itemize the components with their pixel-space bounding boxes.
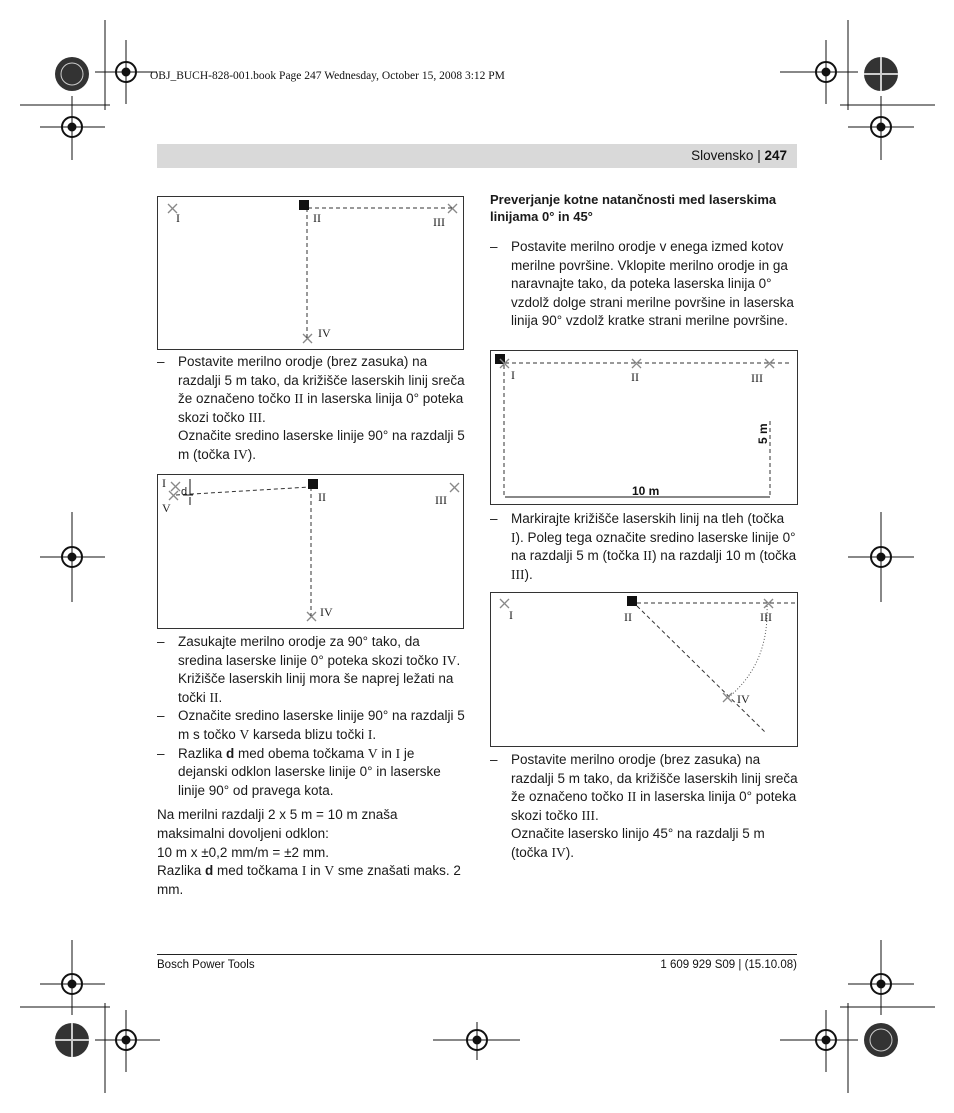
registration-mark-icon — [780, 40, 858, 104]
list-item: – Razlika d med obema točkama V in I je dejanski odklon laserske linije 0° in laserske linije 90° od pravega kota. — [157, 745, 441, 798]
label-point: II — [631, 370, 639, 384]
registration-mark-icon — [433, 1022, 520, 1060]
label-point: I — [176, 211, 180, 225]
page-header — [157, 144, 797, 168]
label-point: III — [435, 493, 447, 507]
label-point: III — [433, 215, 445, 229]
book-print-line: OBJ_BUCH-828-001.book Page 247 Wednesday, October 15, 2008 3:12 PM — [150, 70, 505, 82]
label-point: III — [751, 371, 763, 385]
diagram-angle-45 — [490, 592, 798, 747]
right-text-block-1 — [490, 191, 798, 331]
header-language: Slovensko — [691, 148, 754, 163]
diagram-check-step2 — [157, 474, 464, 629]
left-text-block-1 — [157, 353, 467, 465]
label-point: III — [760, 610, 772, 624]
footer-docnumber: 1 609 929 S09 | (15.10.08) — [660, 959, 797, 971]
registration-mark-icon — [848, 940, 914, 1015]
registration-mark-icon — [848, 512, 914, 602]
registration-mark-icon — [40, 940, 105, 1015]
left-text-block-2 — [157, 633, 467, 899]
registration-mark-icon — [40, 96, 105, 160]
list-item: – Postavite merilno orodje (brez zasuka) na razdalji 5 m tako, da križišče laserskih linij sreča že označeno točko II in laserska linija 0° poteka skozi točko III. Označite lasersko linijo 45° na razdalji 5 m (točka IV). — [490, 752, 798, 860]
label-point: I — [162, 476, 166, 490]
label-point: IV — [320, 605, 333, 619]
footer-brand: Bosch Power Tools — [157, 959, 255, 971]
label-deviation-d: d — [181, 486, 188, 498]
paragraph: Na merilni razdalji 2 x 5 m = 10 m znaša maksimalni dovoljeni odklon: 10 m x ±0,2 mm/m = ±2 mm. Razlika d med točkama I in V sme znašati maks. 2 mm. — [157, 807, 461, 897]
registration-mark-icon — [848, 96, 914, 160]
label-distance-5m: 5 m — [756, 423, 770, 444]
list-item: – Zasukajte merilno orodje za 90° tako, da sredina laserske linije 0° poteka skozi točko IV. Križišče laserskih linij mora še naprej ležati na točki II. — [157, 634, 461, 705]
right-text-block-2 — [490, 510, 798, 584]
header-text — [691, 148, 787, 163]
registration-mark-icon — [40, 512, 105, 602]
label-point: IV — [318, 326, 331, 340]
footer-rule — [157, 954, 797, 955]
label-point: V — [162, 501, 171, 515]
right-text-block-3 — [490, 751, 798, 863]
list-item: – Postavite merilno orodje v enega izmed kotov merilne površine. Vklopite merilno orodje in ga naravnajte tako, da poteka laserska linija 0° vzdolž dolge strani merilne površine in laserska linija 90° vzdolž kratke strani merilne površine. — [490, 239, 794, 329]
label-distance-10m: 10 m — [632, 484, 660, 498]
list-item: – Markirajte križišče laserskih linij na tleh (točka I). Poleg tega označite sredino laserske linije 0° na razdalji 5 m (točka II) na razdalji 10 m (točka III). — [490, 511, 797, 582]
list-item: – Postavite merilno orodje (brez zasuka) na razdalji 5 m tako, da križišče laserskih linij sreča že označeno točko II in laserska linija 0° poteka skozi točko III. Označite sredino laserske linije 90° na razdalji 5 m (točka IV). — [157, 354, 465, 462]
label-point: I — [511, 368, 515, 382]
registration-mark-icon — [780, 1010, 858, 1072]
list-item: – Označite sredino laserske linije 90° na razdalji 5 m s točko V karseda blizu točki I. — [157, 708, 465, 742]
label-point: II — [313, 211, 321, 225]
section-heading: Preverjanje kotne natančnosti med laserskima linijama 0° in 45° — [490, 192, 777, 224]
page-number: 247 — [764, 148, 787, 163]
label-point: II — [624, 610, 632, 624]
label-point: I — [509, 608, 513, 622]
label-point: IV — [737, 692, 750, 706]
label-point: II — [318, 490, 326, 504]
registration-mark-icon — [95, 40, 157, 104]
diagram-angle-setup — [490, 350, 798, 505]
header-separator: | — [757, 148, 761, 163]
diagram-check-step1 — [157, 196, 464, 350]
